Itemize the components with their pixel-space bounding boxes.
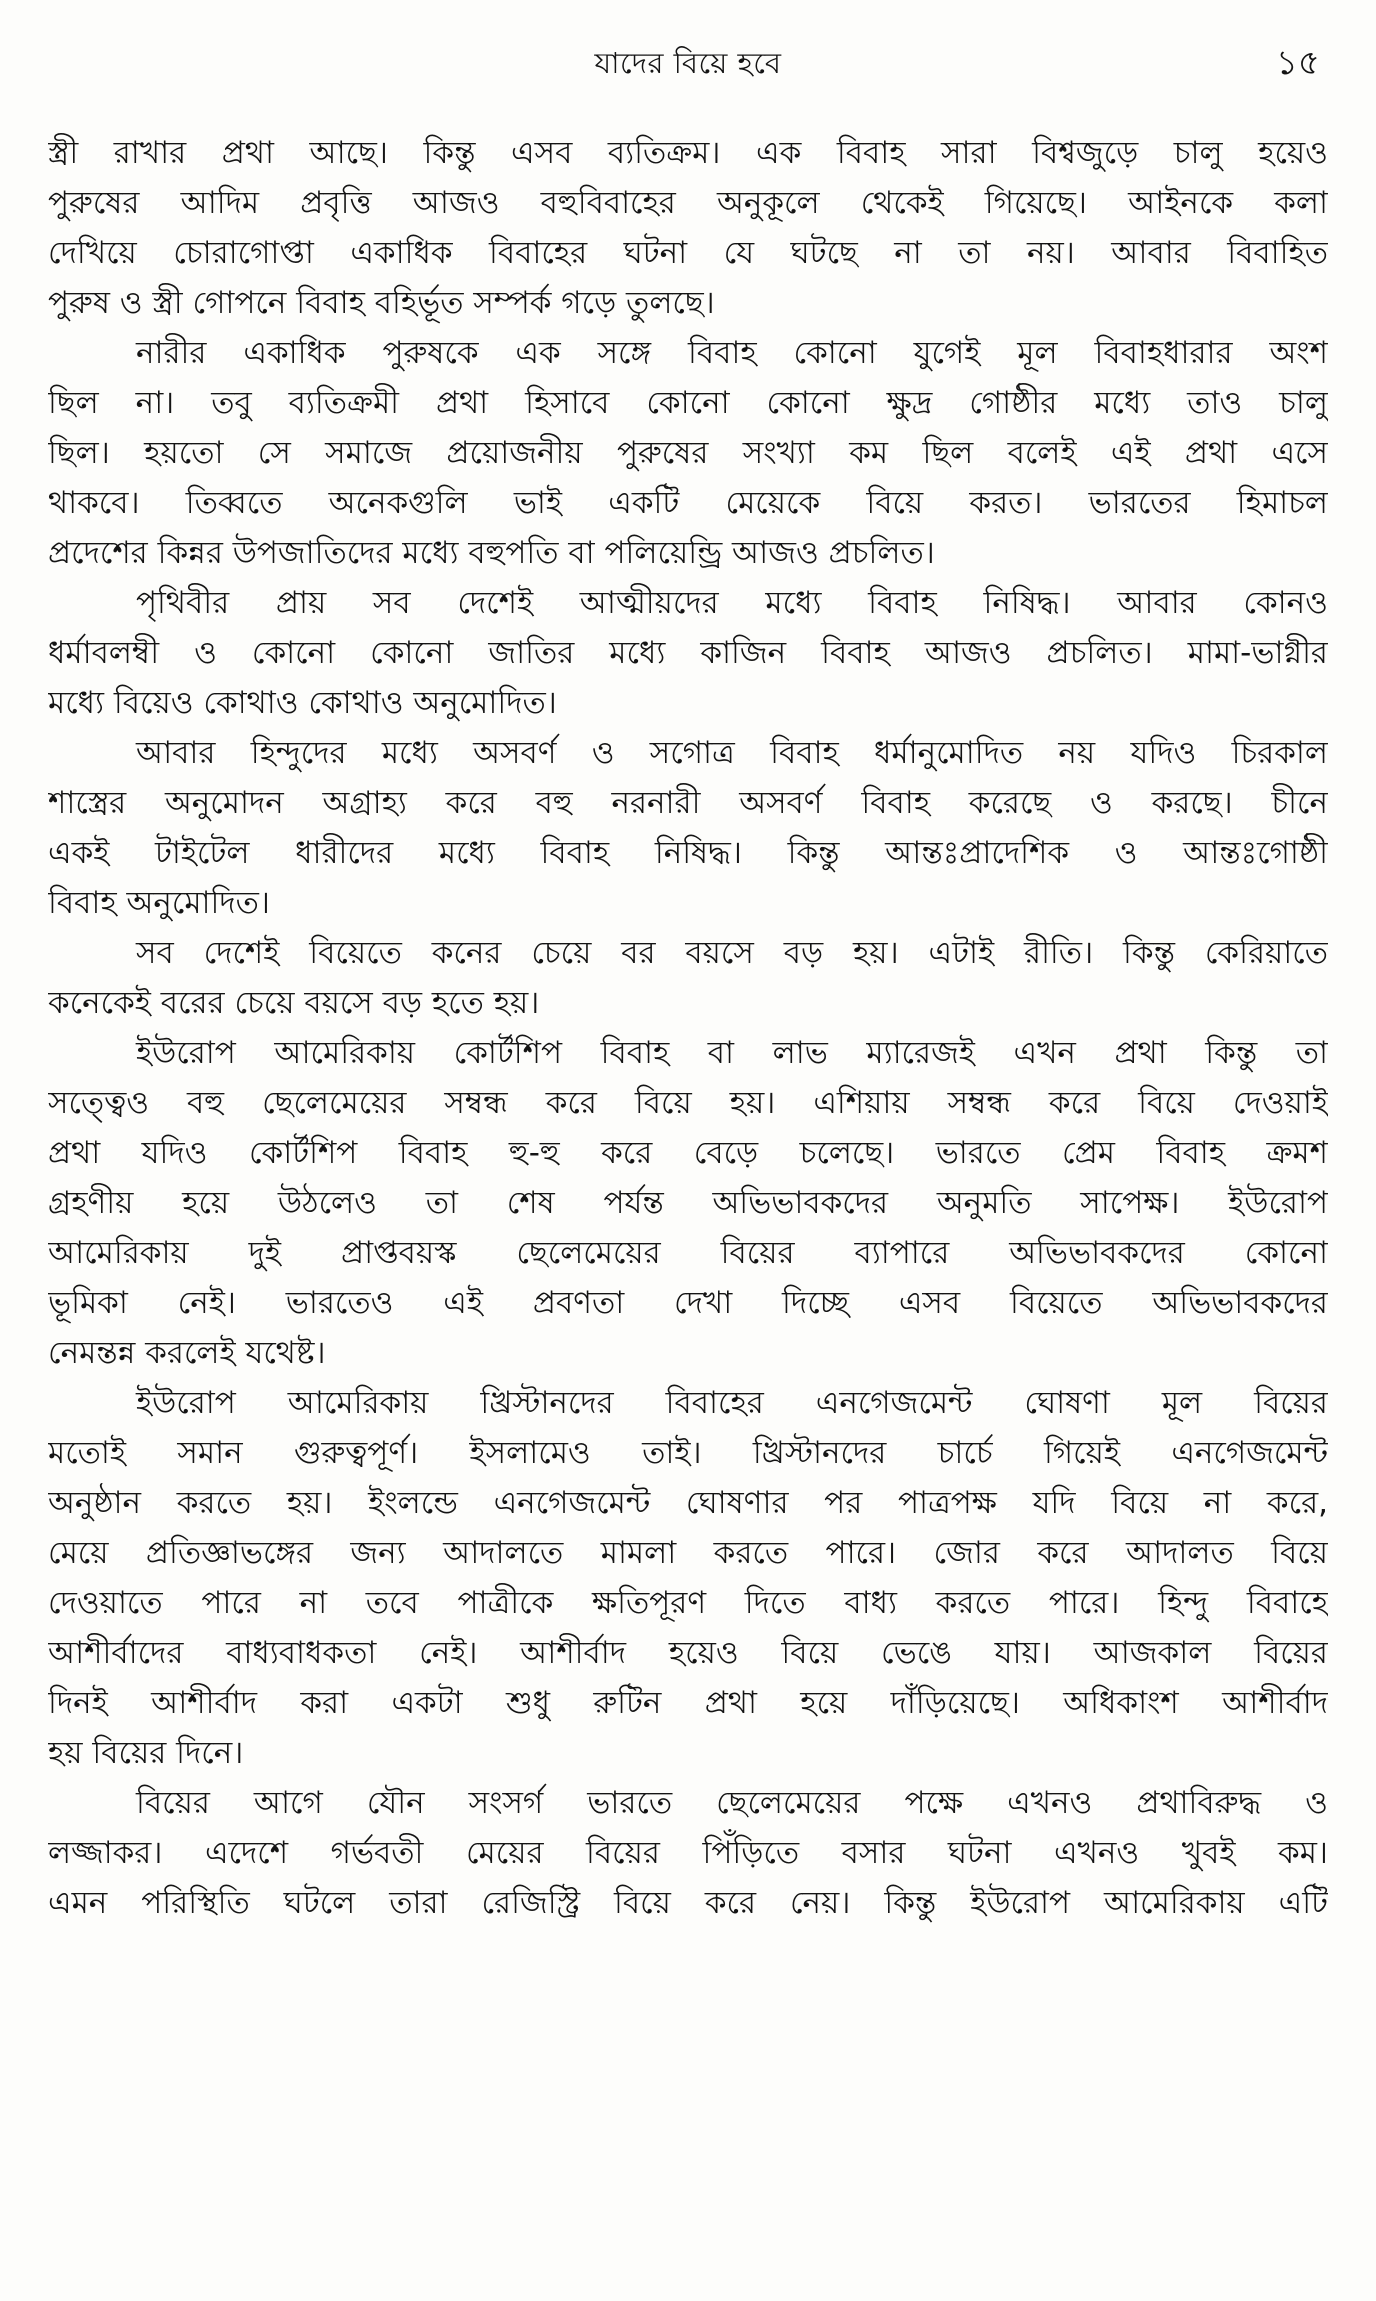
- running-head: [0, 38, 1376, 88]
- text-line: থাকবে। তিব্বতে অনেকগুলি ভাই একটি মেয়েকে বিয়ে করত। ভারতের হিমাচল: [48, 485, 1328, 521]
- text-line: কনেকেই বরের চেয়ে বয়সে বড় হতে হয়।: [48, 985, 540, 1021]
- text-line: আমেরিকায় দুই প্রাপ্তবয়স্ক ছেলেমেয়ের বিয়ের ব্যাপারে অভিভাবকদের কোনো: [48, 1235, 1328, 1271]
- text-line: মধ্যে বিয়েও কোথাও কোথাও অনুমোদিত।: [48, 685, 557, 721]
- text-line: এমন পরিস্থিতি ঘটলে তারা রেজিস্ট্রি বিয়ে করে নেয়। কিন্তু ইউরোপ আমেরিকায় এটি: [48, 1885, 1328, 1921]
- text-line: হয় বিয়ের দিনে।: [48, 1735, 244, 1771]
- text-line: লজ্জাকর। এদেশে গর্ভবতী মেয়ের বিয়ের পিঁড়িতে বসার ঘটনা এখনও খুবই কম।: [48, 1835, 1328, 1871]
- text-line: শাস্ত্রের অনুমোদন অগ্রাহ্য করে বহু নরনারী অসবর্ণ বিবাহ করেছে ও করছে। চীনে: [48, 785, 1328, 821]
- paragraph-first-line: নারীর একাধিক পুরুষকে এক সঙ্গে বিবাহ কোনো যুগেই মূল বিবাহধারার অংশ: [136, 335, 1328, 371]
- text-line: বিবাহ অনুমোদিত।: [48, 885, 271, 921]
- text-line: ছিল। হয়তো সে সমাজে প্রয়োজনীয় পুরুষের সংখ্যা কম ছিল বলেই এই প্রথা এসে: [48, 435, 1328, 471]
- text-line: মতোই সমান গুরুত্বপূর্ণ। ইসলামেও তাই। খ্রিস্টানদের চার্চে গিয়েই এনগেজমেন্ট: [48, 1435, 1328, 1471]
- page-number: ১৫: [1275, 43, 1320, 83]
- text-line: সত্ত্বেও বহু ছেলেমেয়ের সম্বন্ধ করে বিয়ে হয়। এশিয়ায় সম্বন্ধ করে বিয়ে দেওয়াই: [48, 1085, 1328, 1121]
- text-line: প্রথা যদিও কোর্টশিপ বিবাহ হু-হু করে বেড়ে চলেছে। ভারতে প্রেম বিবাহ ক্রমশ: [48, 1135, 1328, 1171]
- text-line: অনুষ্ঠান করতে হয়। ইংলন্ডে এনগেজমেন্ট ঘোষণার পর পাত্রপক্ষ যদি বিয়ে না করে,: [48, 1485, 1328, 1521]
- text-line: স্ত্রী রাখার প্রথা আছে। কিন্তু এসব ব্যতিক্রম। এক বিবাহ সারা বিশ্বজুড়ে চালু হয়েও: [48, 135, 1328, 171]
- paragraph-first-line: বিয়ের আগে যৌন সংসর্গ ভারতে ছেলেমেয়ের পক্ষে এখনও প্রথাবিরুদ্ধ ও: [136, 1785, 1328, 1821]
- text-line: পুরুষ ও স্ত্রী গোপনে বিবাহ বহির্ভূত সম্পর্ক গড়ে তুলছে।: [48, 285, 715, 321]
- text-line: গ্রহণীয় হয়ে উঠলেও তা শেষ পর্যন্ত অভিভাবকদের অনুমতি সাপেক্ষ। ইউরোপ: [48, 1185, 1328, 1221]
- text-line: ভূমিকা নেই। ভারতেও এই প্রবণতা দেখা দিচ্ছে এসব বিয়েতে অভিভাবকদের: [48, 1285, 1328, 1321]
- text-line: আশীর্বাদের বাধ্যবাধকতা নেই। আশীর্বাদ হয়েও বিয়ে ভেঙে যায়। আজকাল বিয়ের: [48, 1635, 1328, 1671]
- running-title: যাদের বিয়ে হবে: [594, 46, 782, 80]
- text-line: একই টাইটেল ধারীদের মধ্যে বিবাহ নিষিদ্ধ। কিন্তু আন্তঃপ্রাদেশিক ও আন্তঃগোষ্ঠী: [48, 835, 1328, 871]
- paragraph-first-line: ইউরোপ আমেরিকায় কোর্টশিপ বিবাহ বা লাভ ম্যারেজই এখন প্রথা কিন্তু তা: [136, 1035, 1328, 1071]
- text-line: দেখিয়ে চোরাগোপ্তা একাধিক বিবাহের ঘটনা যে ঘটছে না তা নয়। আবার বিবাহিত: [48, 235, 1328, 271]
- paragraph-first-line: আবার হিন্দুদের মধ্যে অসবর্ণ ও সগোত্র বিবাহ ধর্মানুমোদিত নয় যদিও চিরকাল: [136, 735, 1328, 771]
- text-line: ধর্মাবলম্বী ও কোনো কোনো জাতির মধ্যে কাজিন বিবাহ আজও প্রচলিত। মামা-ভাগ্নীর: [48, 635, 1328, 671]
- paragraph-first-line: পৃথিবীর প্রায় সব দেশেই আত্মীয়দের মধ্যে বিবাহ নিষিদ্ধ। আবার কোনও: [136, 585, 1328, 621]
- text-line: প্রদেশের কিন্নর উপজাতিদের মধ্যে বহুপতি বা পলিয়েন্ড্রি আজও প্রচলিত।: [48, 535, 935, 571]
- text-line: দেওয়াতে পারে না তবে পাত্রীকে ক্ষতিপূরণ দিতে বাধ্য করতে পারে। হিন্দু বিবাহে: [48, 1585, 1328, 1621]
- text-line: ছিল না। তবু ব্যতিক্রমী প্রথা হিসাবে কোনো কোনো ক্ষুদ্র গোষ্ঠীর মধ্যে তাও চালু: [48, 385, 1328, 421]
- paragraph-first-line: ইউরোপ আমেরিকায় খ্রিস্টানদের বিবাহের এনগেজমেন্ট ঘোষণা মূল বিয়ের: [136, 1385, 1328, 1421]
- text-line: নেমন্তন্ন করলেই যথেষ্ট।: [48, 1335, 326, 1371]
- body-text: [48, 128, 1328, 1928]
- text-line: মেয়ে প্রতিজ্ঞাভঙ্গের জন্য আদালতে মামলা করতে পারে। জোর করে আদালত বিয়ে: [48, 1535, 1328, 1571]
- text-line: পুরুষের আদিম প্রবৃত্তি আজও বহুবিবাহের অনুকূলে থেকেই গিয়েছে। আইনকে কলা: [48, 185, 1328, 221]
- text-line: দিনই আশীর্বাদ করা একটা শুধু রুটিন প্রথা হয়ে দাঁড়িয়েছে। অধিকাংশ আশীর্বাদ: [48, 1685, 1328, 1721]
- paragraph-first-line: সব দেশেই বিয়েতে কনের চেয়ে বর বয়সে বড় হয়। এটাই রীতি। কিন্তু কেরিয়াতে: [136, 935, 1328, 971]
